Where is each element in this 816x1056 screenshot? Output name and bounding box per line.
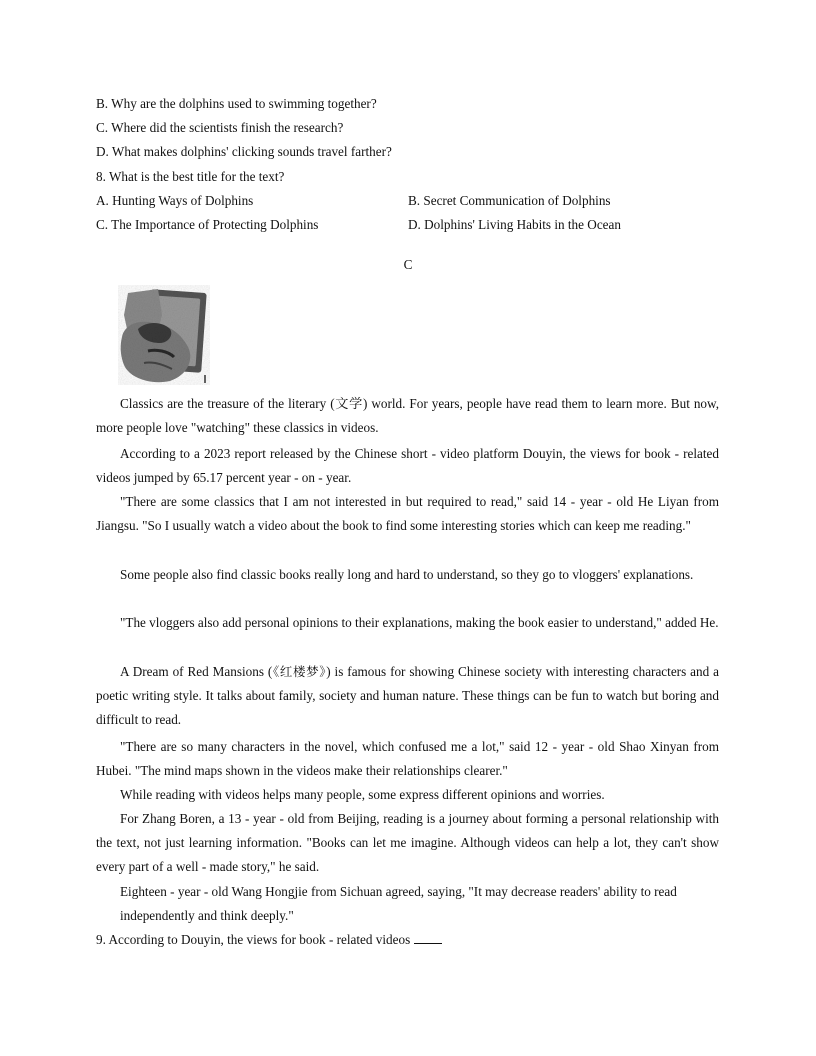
- q8-option-a: A. Hunting Ways of Dolphins: [96, 193, 254, 208]
- chinese-title: 《红楼梦》: [272, 664, 327, 679]
- paragraph-5: "The vloggers also add personal opinions to their explanations, making the book easier to understand," added He.: [120, 615, 719, 630]
- q8-option-b: B. Secret Communication of Dolphins: [408, 193, 611, 208]
- q8-option-d: D. Dolphins' Living Habits in the Ocean: [408, 217, 621, 232]
- paragraph-9: For Zhang Boren, a 13 - year - old from Beijing, reading is a journey about forming a personal relationship with the text, not just learning information. "Books can let me imagine. Although videos can help a lot, they can't show every part of a well - made story," he said.: [96, 811, 719, 875]
- q9-stem: 9. According to Douyin, the views for book - related videos: [96, 931, 442, 949]
- q7-option-b: B. Why are the dolphins used to swimming together?: [96, 96, 377, 111]
- paragraph-6: A Dream of Red Mansions (《红楼梦》) is famous for showing Chinese society with interesting characters and a poetic writing style. It talks about family, society and human nature. These things can be fun to watch but boring and difficult to read.: [96, 664, 719, 728]
- q7-option-d: D. What makes dolphins' clicking sounds travel farther?: [96, 144, 392, 159]
- paragraph-3: "There are some classics that I am not interested in but required to read," said 14 - year - old He Liyan from Jiangsu. "So I usually watch a video about the book to find some interesting stories which can keep me reading.": [96, 494, 719, 534]
- paragraph-4: Some people also find classic books really long and hard to understand, so they go to vloggers' explanations.: [120, 567, 694, 582]
- paragraph-10-line-2: independently and think deeply.": [120, 908, 294, 923]
- section-heading: C: [403, 257, 413, 272]
- paragraph-1: Classics are the treasure of the literary (文学) world. For years, people have read them to learn more. But now, more people love "watching" these classics in videos.: [96, 396, 719, 436]
- q8-option-c: C. The Importance of Protecting Dolphins: [96, 217, 319, 232]
- q8-stem: 8. What is the best title for the text?: [96, 169, 285, 184]
- book-illustration-image: [118, 285, 210, 385]
- paragraph-2: According to a 2023 report released by the Chinese short - video platform Douyin, the views for book - related videos jumped by 65.17 percent year - on - year.: [96, 446, 719, 486]
- answer-blank[interactable]: [414, 931, 442, 944]
- paragraph-10-line-1: Eighteen - year - old Wang Hongjie from Sichuan agreed, saying, "It may decrease readers' ability to read: [120, 884, 677, 899]
- q7-option-c: C. Where did the scientists finish the research?: [96, 120, 344, 135]
- paragraph-7: "There are so many characters in the novel, which confused me a lot," said 12 - year - old Shao Xinyan from Hubei. "The mind maps shown in the videos make their relationships clearer.": [96, 739, 719, 779]
- paragraph-8: While reading with videos helps many people, some express different opinions and worries.: [120, 787, 605, 802]
